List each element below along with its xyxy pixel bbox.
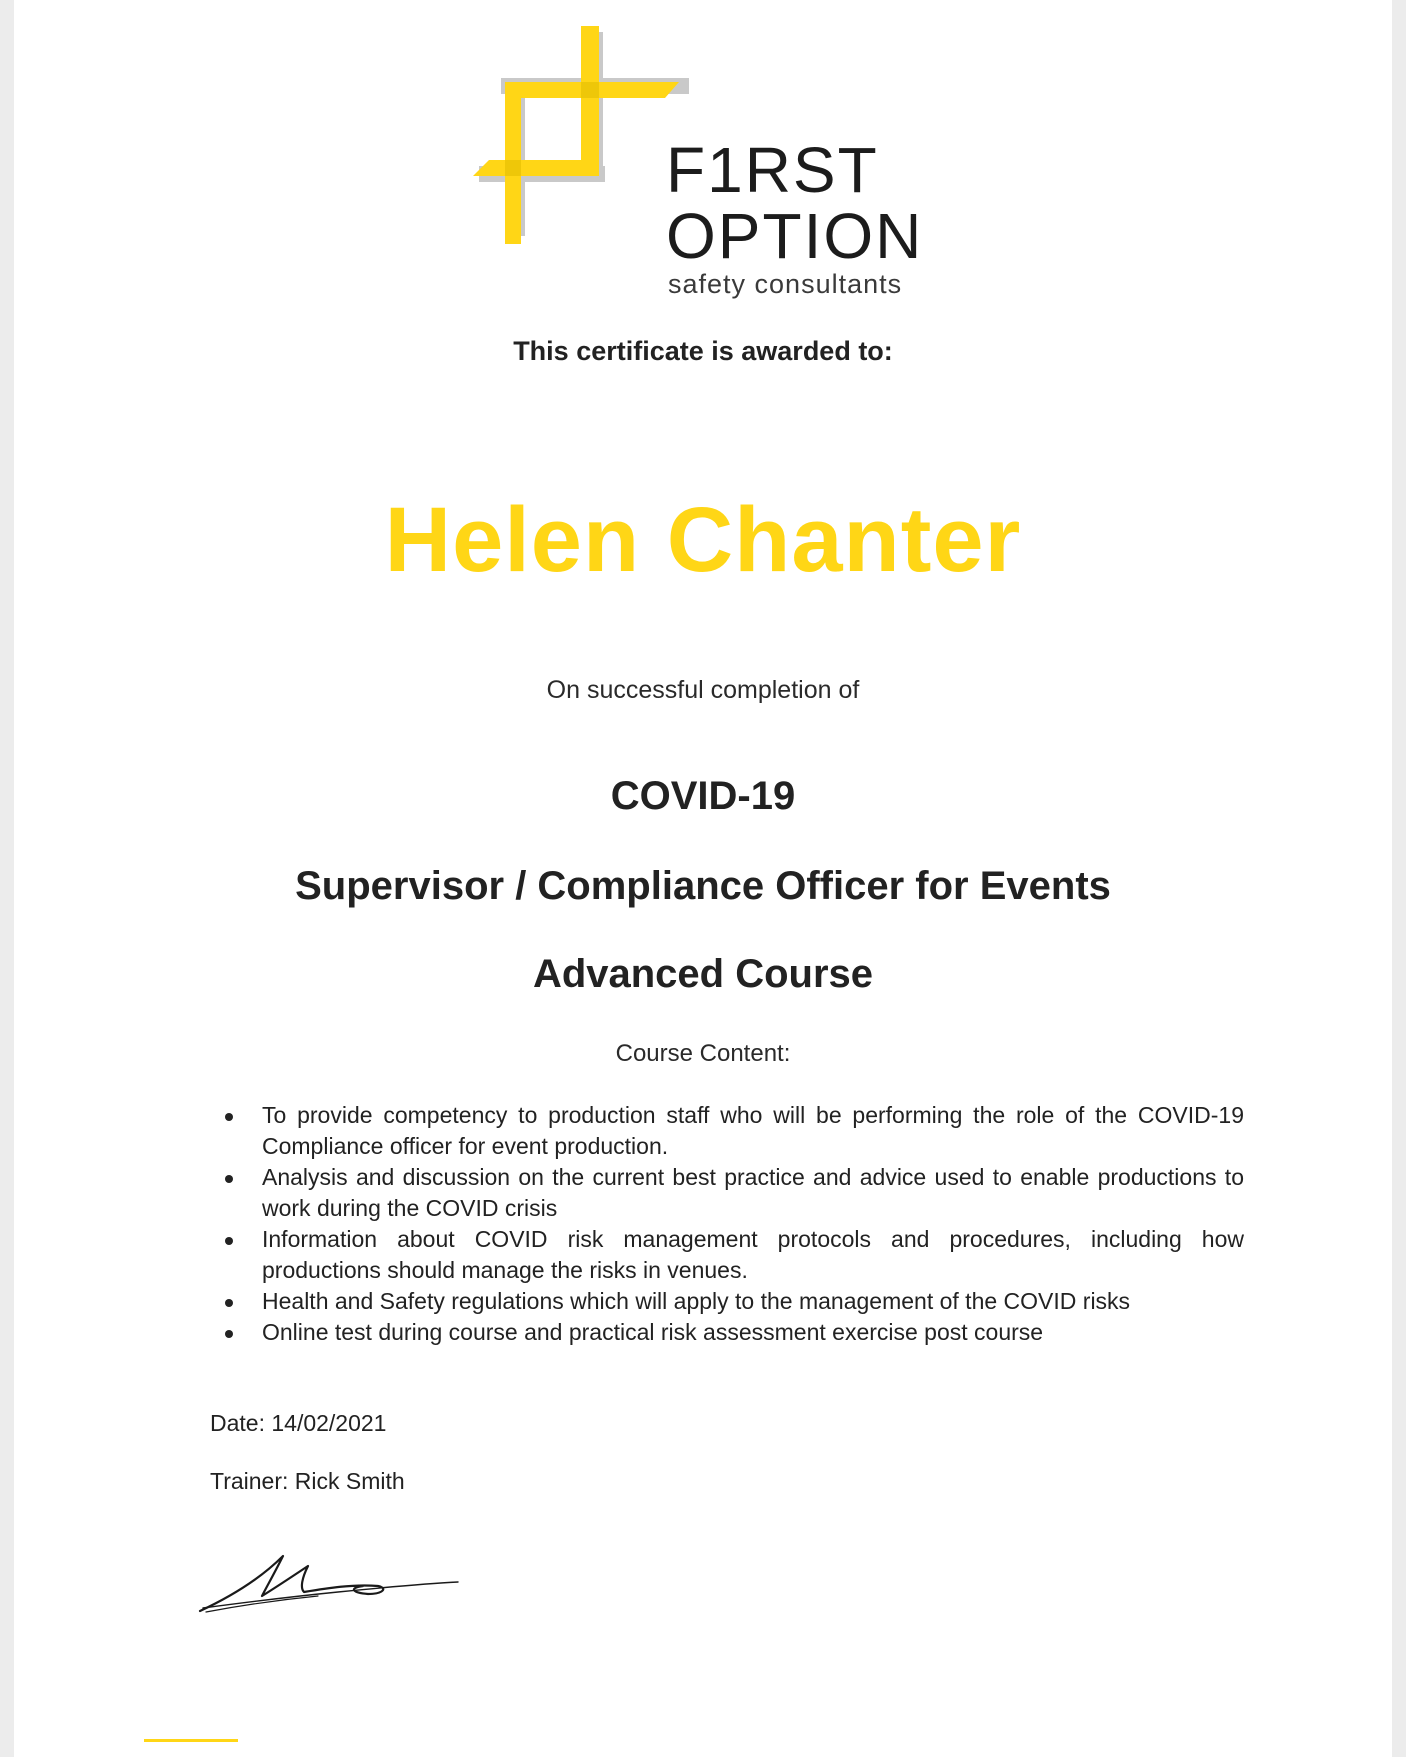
bullet-icon: [225, 1330, 233, 1338]
brand-name-line2: OPTION: [666, 200, 924, 272]
signature-icon: [178, 1526, 478, 1626]
recipient-name: Helen Chanter: [384, 489, 1022, 591]
completion-text: On successful completion of: [546, 676, 860, 704]
list-item-text: Health and Safety regulations which will apply to the management of the COVID risks: [262, 1288, 1131, 1314]
course-title-line2: Supervisor / Compliance Officer for Events: [295, 864, 1111, 908]
bullet-icon: [225, 1299, 233, 1307]
brand-name-line1: F1RST: [666, 134, 879, 206]
bullet-icon: [225, 1237, 233, 1245]
trainer-name: Trainer: Rick Smith: [210, 1468, 405, 1494]
list-item-text: To provide competency to production staff who will be performing the role of the COVID-19 Compliance officer for event production.: [262, 1102, 1244, 1159]
course-title-line3: Advanced Course: [532, 952, 874, 996]
certificate-page: [14, 0, 1392, 1757]
awarded-text: This certificate is awarded to:: [513, 336, 893, 366]
footer-accent-rule: [144, 1739, 238, 1742]
list-item-text: Information about COVID risk management protocols and procedures, including how productions should manage the risks in venues.: [262, 1226, 1244, 1283]
brand-tagline: safety consultants: [668, 269, 903, 299]
certificate-date: Date: 14/02/2021: [210, 1410, 387, 1436]
list-item-text: Online test during course and practical risk assessment exercise post course: [262, 1319, 1044, 1345]
list-item-text: Analysis and discussion on the current best practice and advice used to enable productions to work during the COVID crisis: [262, 1164, 1244, 1221]
course-content-heading: Course Content:: [615, 1040, 791, 1067]
course-title-line1: COVID-19: [610, 774, 796, 818]
bullet-icon: [225, 1113, 233, 1121]
bullet-icon: [225, 1175, 233, 1183]
